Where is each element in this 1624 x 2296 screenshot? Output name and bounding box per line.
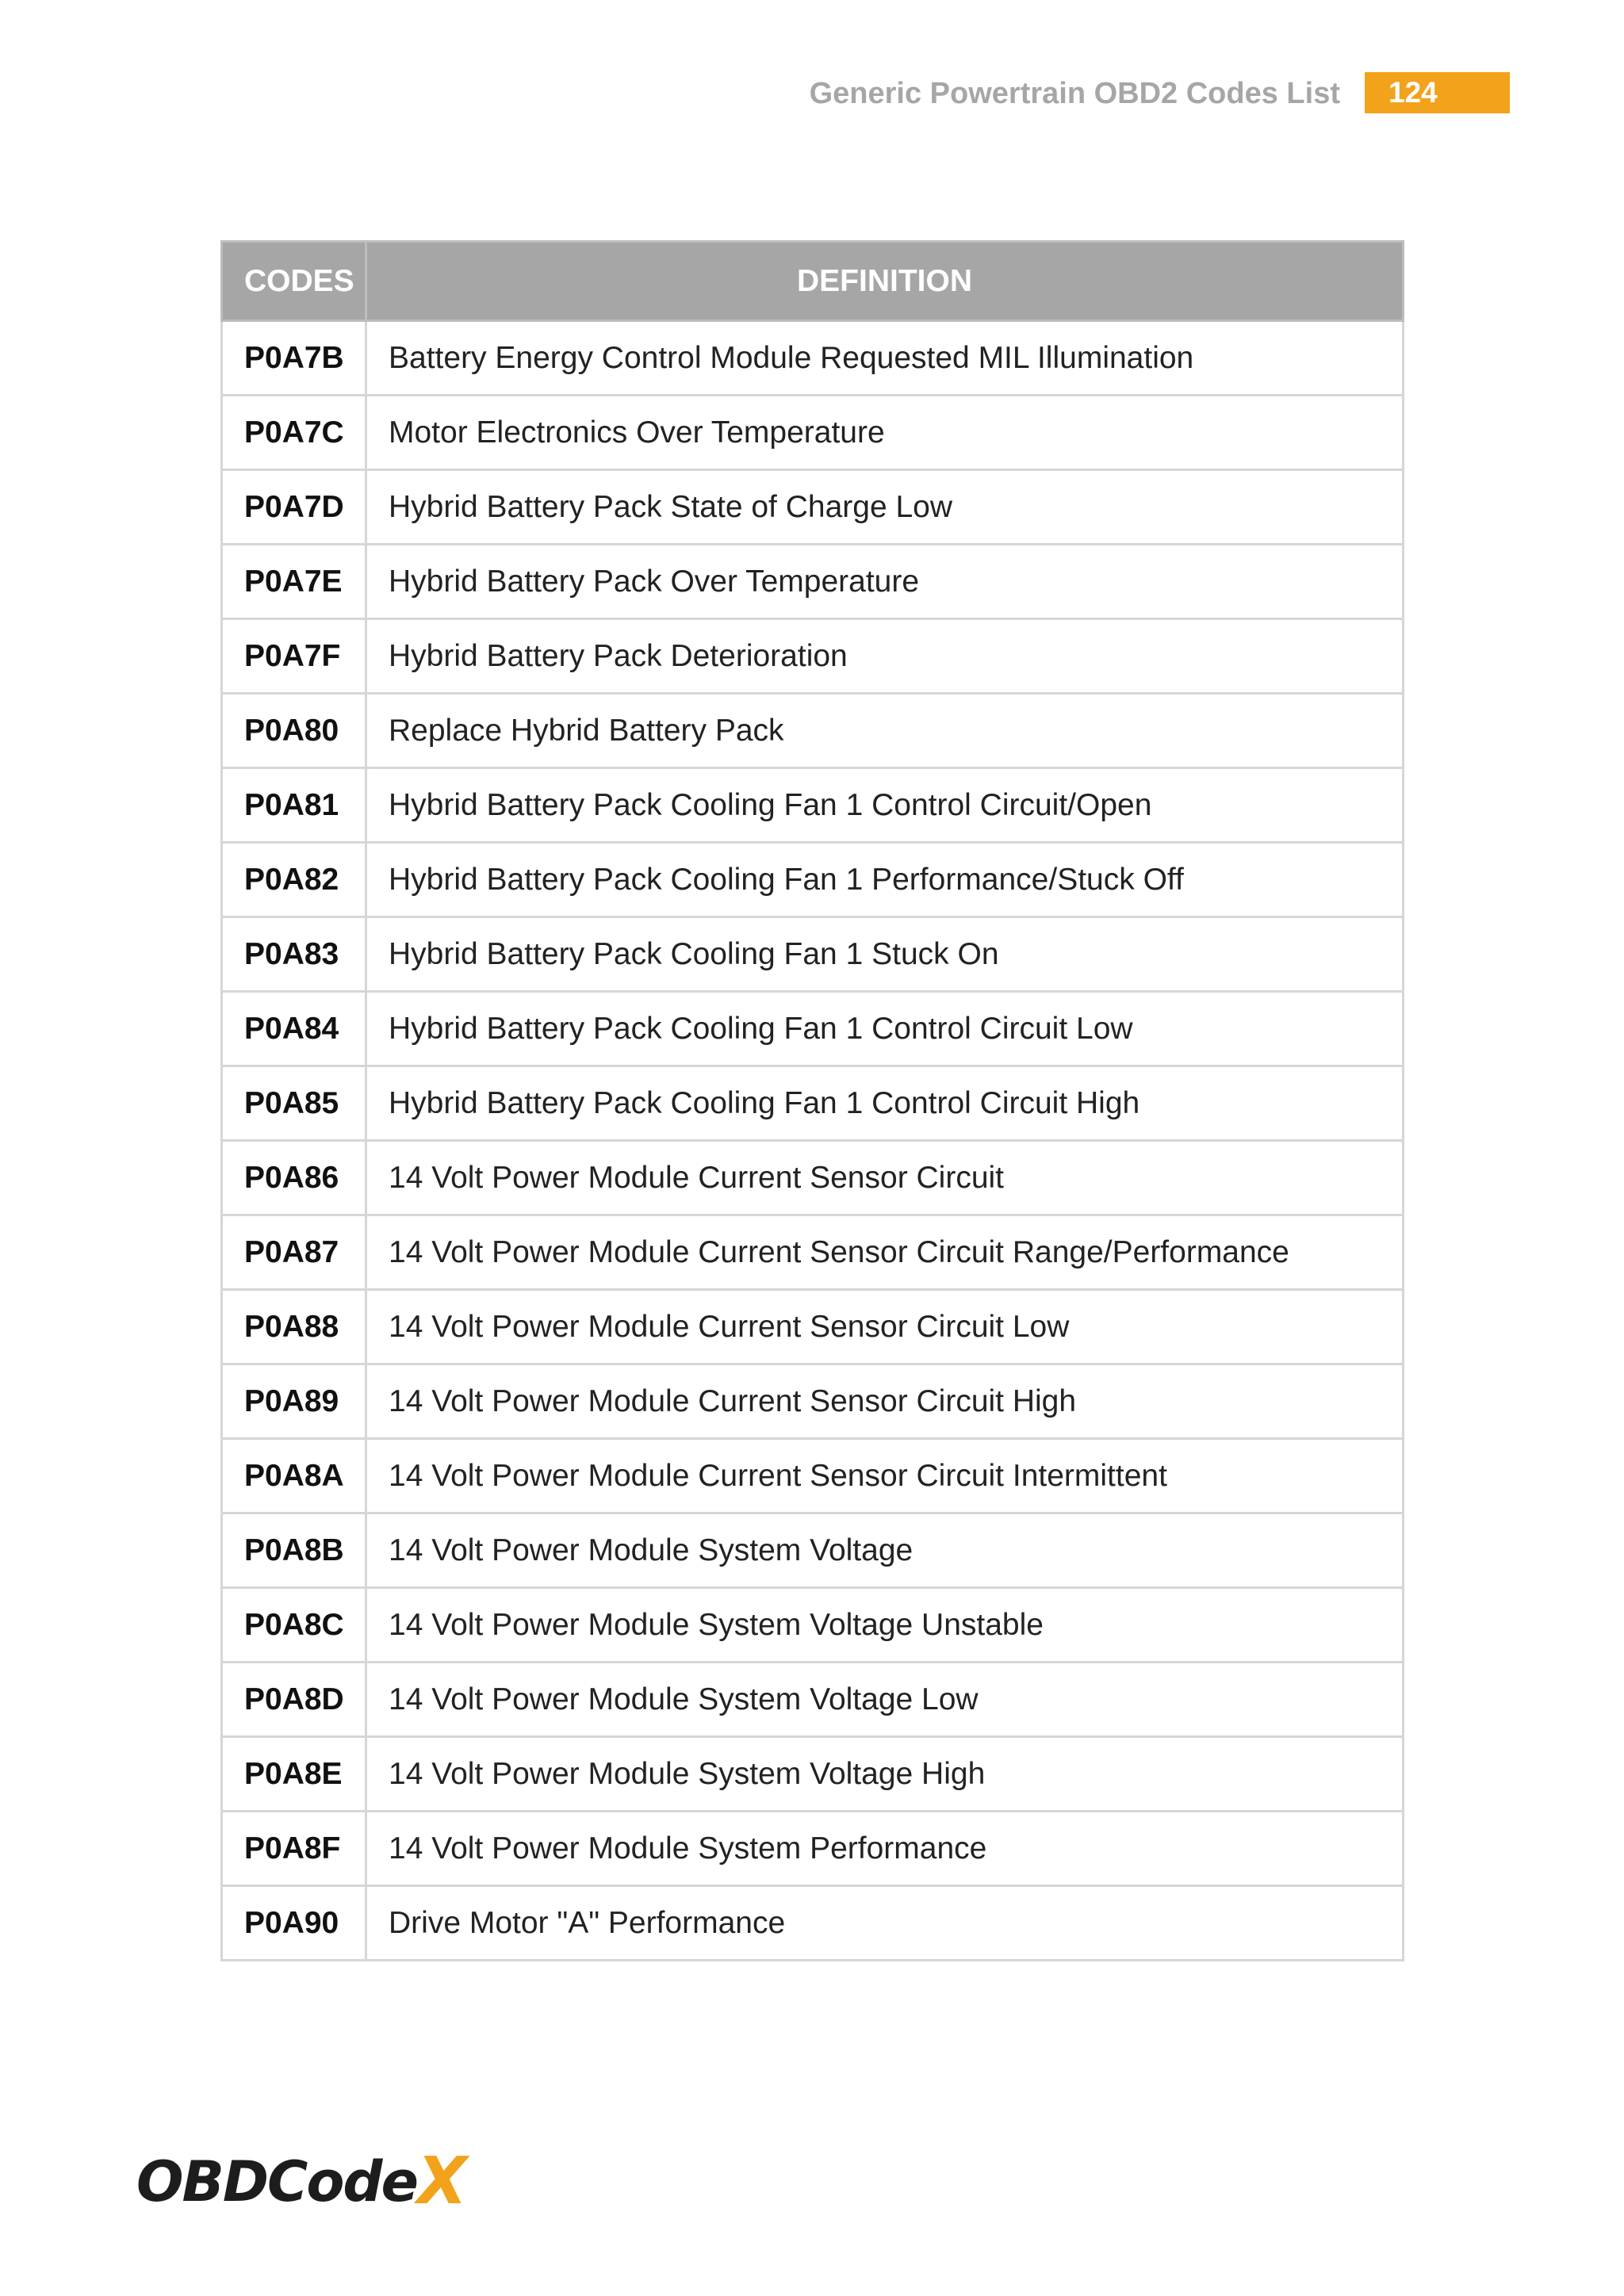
code-cell: P0A7E: [222, 545, 366, 619]
table-row: [222, 321, 1404, 396]
table-row: [222, 1886, 1404, 1961]
table-row: [222, 545, 1404, 619]
column-header-definition: DEFINITION: [366, 242, 1404, 321]
page-number-badge: 124: [1365, 72, 1510, 113]
document-title: Generic Powertrain OBD2 Codes List: [809, 77, 1340, 110]
table-row: [222, 768, 1404, 843]
definition-cell: 14 Volt Power Module System Voltage Unstable: [366, 1588, 1404, 1663]
definition-cell: 14 Volt Power Module Current Sensor Circuit: [366, 1141, 1404, 1215]
definition-cell: Hybrid Battery Pack Cooling Fan 1 Performance/Stuck Off: [366, 843, 1404, 917]
table-row: [222, 1737, 1404, 1812]
code-cell: P0A8E: [222, 1737, 366, 1812]
table-row: [222, 470, 1404, 545]
table-row: [222, 1290, 1404, 1364]
table-row: [222, 1513, 1404, 1588]
code-cell: P0A90: [222, 1886, 366, 1961]
definition-cell: Replace Hybrid Battery Pack: [366, 694, 1404, 768]
definition-cell: 14 Volt Power Module System Voltage High: [366, 1737, 1404, 1812]
table-row: [222, 1663, 1404, 1737]
definition-cell: Hybrid Battery Pack Cooling Fan 1 Control Circuit High: [366, 1066, 1404, 1141]
definition-cell: Hybrid Battery Pack Cooling Fan 1 Control Circuit Low: [366, 992, 1404, 1066]
definition-cell: Hybrid Battery Pack State of Charge Low: [366, 470, 1404, 545]
definition-cell: 14 Volt Power Module System Voltage: [366, 1513, 1404, 1588]
code-cell: P0A7F: [222, 619, 366, 694]
logo-wordmark: OBDCode: [136, 2149, 418, 2214]
code-cell: P0A7B: [222, 321, 366, 396]
code-cell: P0A84: [222, 992, 366, 1066]
code-cell: P0A8F: [222, 1812, 366, 1886]
table-header-row: [222, 242, 1404, 321]
column-header-codes: CODES: [222, 242, 366, 321]
code-cell: P0A8B: [222, 1513, 366, 1588]
table-row: [222, 992, 1404, 1066]
code-cell: P0A88: [222, 1290, 366, 1364]
table-row: [222, 1588, 1404, 1663]
definition-cell: Hybrid Battery Pack Cooling Fan 1 Stuck On: [366, 917, 1404, 992]
code-cell: P0A81: [222, 768, 366, 843]
definition-cell: Hybrid Battery Pack Cooling Fan 1 Control Circuit/Open: [366, 768, 1404, 843]
logo-x-mark: X: [417, 2144, 466, 2219]
table-row: [222, 1439, 1404, 1513]
table-row: [222, 619, 1404, 694]
code-cell: P0A85: [222, 1066, 366, 1141]
table-row: [222, 396, 1404, 470]
table-row: [222, 1066, 1404, 1141]
obdcodex-logo: [136, 2144, 466, 2219]
code-cell: P0A80: [222, 694, 366, 768]
table-row: [222, 843, 1404, 917]
code-cell: P0A8C: [222, 1588, 366, 1663]
definition-cell: 14 Volt Power Module Current Sensor Circuit Low: [366, 1290, 1404, 1364]
code-cell: P0A89: [222, 1364, 366, 1439]
definition-cell: Hybrid Battery Pack Deterioration: [366, 619, 1404, 694]
definition-cell: Battery Energy Control Module Requested MIL Illumination: [366, 321, 1404, 396]
definition-cell: 14 Volt Power Module Current Sensor Circuit High: [366, 1364, 1404, 1439]
codes-table: [220, 240, 1404, 1961]
code-cell: P0A7D: [222, 470, 366, 545]
table-row: [222, 694, 1404, 768]
code-cell: P0A86: [222, 1141, 366, 1215]
code-cell: P0A7C: [222, 396, 366, 470]
code-cell: P0A87: [222, 1215, 366, 1290]
code-cell: P0A8A: [222, 1439, 366, 1513]
definition-cell: 14 Volt Power Module Current Sensor Circuit Intermittent: [366, 1439, 1404, 1513]
definition-cell: 14 Volt Power Module System Performance: [366, 1812, 1404, 1886]
code-cell: P0A82: [222, 843, 366, 917]
table-row: [222, 917, 1404, 992]
definition-cell: Motor Electronics Over Temperature: [366, 396, 1404, 470]
table-row: [222, 1215, 1404, 1290]
code-cell: P0A83: [222, 917, 366, 992]
table-row: [222, 1812, 1404, 1886]
table-row: [222, 1364, 1404, 1439]
definition-cell: Drive Motor "A" Performance: [366, 1886, 1404, 1961]
definition-cell: Hybrid Battery Pack Over Temperature: [366, 545, 1404, 619]
definition-cell: 14 Volt Power Module System Voltage Low: [366, 1663, 1404, 1737]
definition-cell: 14 Volt Power Module Current Sensor Circuit Range/Performance: [366, 1215, 1404, 1290]
code-cell: P0A8D: [222, 1663, 366, 1737]
table-row: [222, 1141, 1404, 1215]
